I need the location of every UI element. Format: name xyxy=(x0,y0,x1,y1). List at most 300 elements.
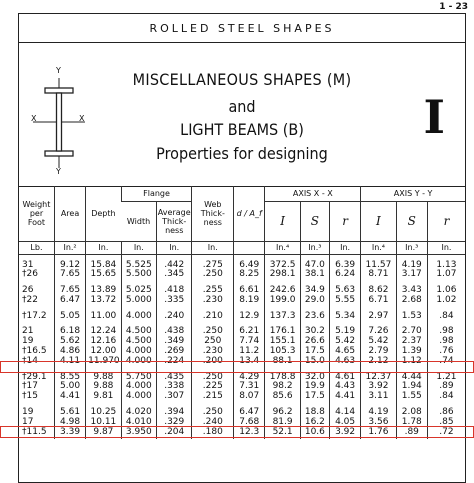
table-cell xyxy=(300,254,329,282)
unit-cell: In. xyxy=(427,241,465,254)
cell-value: .210 xyxy=(202,310,223,321)
cell-value: 5.500 xyxy=(125,269,152,280)
cell-value: 4.19 xyxy=(401,259,422,270)
cell-value: 2.68 xyxy=(401,294,422,305)
table-cell xyxy=(19,308,54,324)
cell-value: 13.4 xyxy=(239,355,260,366)
cell-value: .86 xyxy=(439,407,454,418)
cell-value: 6.61 xyxy=(239,285,260,296)
cell-value: 12.3 xyxy=(239,426,260,437)
table-cell xyxy=(265,254,300,282)
header-d-over-af: d / A_f xyxy=(234,186,265,241)
cell-value: 9.87 xyxy=(93,426,114,437)
section-banner: ROLLED STEEL SHAPES xyxy=(149,22,335,35)
table-row-group xyxy=(19,308,465,324)
cell-value: 8.25 xyxy=(239,269,260,280)
cell-value: 5.62 xyxy=(60,336,81,347)
table-body xyxy=(19,254,465,439)
cell-value: .250 xyxy=(202,407,223,418)
cell-value: 13.72 xyxy=(90,294,117,305)
table-row-group xyxy=(19,369,465,404)
cell-value: .230 xyxy=(202,294,223,305)
cell-value: 2.08 xyxy=(401,407,422,418)
cell-value: 1.12 xyxy=(401,355,422,366)
unit-cell: In.⁴ xyxy=(361,241,396,254)
cell-value: 5.34 xyxy=(335,310,356,321)
cell-value: 4.86 xyxy=(60,346,81,357)
unit-cell: In. xyxy=(192,241,234,254)
cell-value: 9.12 xyxy=(60,259,81,270)
table-cell xyxy=(427,308,465,324)
cell-value: 199.0 xyxy=(269,294,296,305)
i-shape-letter: I xyxy=(423,90,445,144)
table-cell xyxy=(329,282,360,308)
cell-value: 5.42 xyxy=(335,336,356,347)
title-and: and xyxy=(228,97,256,116)
cell-value: .84 xyxy=(439,310,454,321)
cell-value: †26 xyxy=(22,269,38,280)
cell-value: 11.2 xyxy=(239,346,260,357)
table-cell xyxy=(234,323,265,368)
header-depth: Depth xyxy=(86,186,121,241)
cell-value: 15.0 xyxy=(304,355,325,366)
cell-value: .275 xyxy=(202,259,223,270)
table-cell xyxy=(234,308,265,324)
cell-value: 11.57 xyxy=(365,259,392,270)
cell-value: .338 xyxy=(164,381,185,392)
table-cell xyxy=(265,282,300,308)
table-cell xyxy=(265,308,300,324)
header-weight: Weight per Foot xyxy=(19,186,54,241)
unit-cell: Lb. xyxy=(19,241,54,254)
table-cell xyxy=(19,323,54,368)
cell-value: 12.16 xyxy=(90,336,117,347)
unit-cell: In. xyxy=(329,241,360,254)
table-cell xyxy=(157,404,192,439)
cell-value: 12.37 xyxy=(365,371,392,382)
table-cell xyxy=(427,323,465,368)
cell-value: .435 xyxy=(164,371,185,382)
cell-value: .442 xyxy=(164,259,185,270)
table-cell xyxy=(54,323,85,368)
cell-value: 1.53 xyxy=(401,310,422,321)
cell-value: 5.61 xyxy=(60,407,81,418)
table-cell xyxy=(121,323,156,368)
cell-value: 4.020 xyxy=(125,407,152,418)
cell-value: 15.65 xyxy=(90,269,117,280)
table-cell xyxy=(86,254,121,282)
cell-value: 18.8 xyxy=(304,407,325,418)
title-main: MISCELLANEOUS SHAPES (M) xyxy=(132,70,352,89)
cell-value: .255 xyxy=(202,285,223,296)
table-cell xyxy=(396,254,427,282)
cell-value: .329 xyxy=(164,416,185,427)
cell-value: 298.1 xyxy=(269,269,296,280)
table-cell xyxy=(121,254,156,282)
table-cell xyxy=(329,323,360,368)
cell-value: .200 xyxy=(202,355,223,366)
unit-cell: In. xyxy=(121,241,156,254)
cell-value: †29.1 xyxy=(22,371,47,382)
cell-value: 38.1 xyxy=(304,269,325,280)
title-light-beams: LIGHT BEAMS (B) xyxy=(180,120,304,139)
cell-value: 4.19 xyxy=(368,407,389,418)
table-cell xyxy=(157,282,192,308)
unit-cell xyxy=(234,241,265,254)
table-cell xyxy=(19,404,54,439)
cell-value: 7.68 xyxy=(239,416,260,427)
table-cell xyxy=(54,282,85,308)
cell-value: 2.70 xyxy=(401,326,422,337)
page-number: 1 - 23 xyxy=(439,2,468,12)
cell-value: 17.5 xyxy=(304,346,325,357)
unit-cell: In.⁴ xyxy=(265,241,300,254)
cell-value: 3.17 xyxy=(401,269,422,280)
table-cell xyxy=(300,308,329,324)
header-area: Area xyxy=(54,186,85,241)
cell-value: .349 xyxy=(164,336,185,347)
cell-value: 6.21 xyxy=(239,326,260,337)
cell-value: †15 xyxy=(22,391,38,402)
cell-value: .85 xyxy=(439,416,454,427)
table-cell xyxy=(157,323,192,368)
cell-value: .98 xyxy=(439,326,454,337)
cell-value: 1.07 xyxy=(436,269,457,280)
axis-x-right-label: X xyxy=(79,114,85,123)
cell-value: 17.5 xyxy=(304,391,325,402)
cell-value: 10.6 xyxy=(304,426,325,437)
unit-cell: In. xyxy=(86,241,121,254)
cell-value: 5.00 xyxy=(60,381,81,392)
cell-value: 3.92 xyxy=(335,426,356,437)
cell-value: 1.39 xyxy=(401,346,422,357)
cell-value: 30.2 xyxy=(304,326,325,337)
header-sx: S xyxy=(300,201,329,241)
cell-value: 98.2 xyxy=(272,381,293,392)
unit-cell: In.³ xyxy=(300,241,329,254)
axis-x-left-label: X xyxy=(31,114,37,123)
cell-value: 12.00 xyxy=(90,346,117,357)
cell-value: 5.63 xyxy=(335,285,356,296)
cell-value: 105.3 xyxy=(269,346,296,357)
cell-value: 9.81 xyxy=(93,391,114,402)
table-cell xyxy=(86,282,121,308)
cell-value: 3.92 xyxy=(368,381,389,392)
table-cell xyxy=(329,369,360,404)
table-cell xyxy=(396,323,427,368)
header-avg-thickness: Average Thick- ness xyxy=(157,201,192,241)
table-cell xyxy=(396,369,427,404)
cell-value: 2.79 xyxy=(368,346,389,357)
cell-value: 4.500 xyxy=(125,326,152,337)
table-cell xyxy=(234,254,265,282)
cell-value: 1.13 xyxy=(436,259,457,270)
cell-value: 34.9 xyxy=(304,285,325,296)
cell-value: 12.9 xyxy=(239,310,260,321)
cell-value: .224 xyxy=(164,355,185,366)
cell-value: 4.41 xyxy=(335,391,356,402)
cell-value: 6.49 xyxy=(239,259,260,270)
cell-value: 6.24 xyxy=(335,269,356,280)
cell-value: 19 xyxy=(22,407,34,418)
table-cell xyxy=(121,308,156,324)
cell-value: 4.61 xyxy=(335,371,356,382)
cell-value: 85.6 xyxy=(272,391,293,402)
table-cell xyxy=(329,404,360,439)
cell-value: .250 xyxy=(202,269,223,280)
cell-value: 155.1 xyxy=(269,336,296,347)
cell-value: .269 xyxy=(164,346,185,357)
cell-value: 3.950 xyxy=(125,426,152,437)
table-row-group xyxy=(19,282,465,308)
table-cell xyxy=(86,308,121,324)
cell-value: 4.000 xyxy=(125,355,152,366)
cell-value: 10.25 xyxy=(90,407,117,418)
cell-value: .438 xyxy=(164,326,185,337)
cell-value: 88.1 xyxy=(272,355,293,366)
header-ix: I xyxy=(265,201,300,241)
banner-divider xyxy=(19,42,465,43)
cell-value: 4.41 xyxy=(60,391,81,402)
cell-value: .74 xyxy=(439,355,454,366)
cell-value: 8.19 xyxy=(239,294,260,305)
table-cell xyxy=(54,369,85,404)
cell-value: 4.11 xyxy=(60,355,81,366)
cell-value: 9.88 xyxy=(93,381,114,392)
cell-value: 1.78 xyxy=(401,416,422,427)
table-cell xyxy=(19,254,54,282)
cell-value: 178.8 xyxy=(269,371,296,382)
cell-value: 6.39 xyxy=(335,259,356,270)
cell-value: 52.1 xyxy=(272,426,293,437)
cell-value: .98 xyxy=(439,336,454,347)
cell-value: 7.26 xyxy=(368,326,389,337)
cell-value: .345 xyxy=(164,269,185,280)
cell-value: 9.88 xyxy=(93,371,114,382)
cell-value: 137.3 xyxy=(269,310,296,321)
header-ry: r xyxy=(427,201,465,241)
table-cell xyxy=(361,323,396,368)
cell-value: 81.9 xyxy=(272,416,293,427)
header-axis-y: AXIS Y - Y xyxy=(361,186,465,201)
table-row-group xyxy=(19,323,465,368)
table-cell xyxy=(396,282,427,308)
table-cell xyxy=(361,254,396,282)
table-cell xyxy=(192,282,234,308)
cell-value: †11.5 xyxy=(22,426,47,437)
cell-value: 19 xyxy=(22,336,34,347)
cell-value: 31 xyxy=(22,259,34,270)
cell-value: 3.39 xyxy=(60,426,81,437)
unit-cell: In.² xyxy=(54,241,85,254)
cell-value: 11.00 xyxy=(90,310,117,321)
cell-value: .250 xyxy=(202,326,223,337)
cell-value: 1.06 xyxy=(436,285,457,296)
table-cell xyxy=(396,404,427,439)
unit-cell: In.³ xyxy=(396,241,427,254)
title-subtitle: Properties for designing xyxy=(156,144,328,163)
cell-value: .72 xyxy=(439,426,454,437)
cell-value: 7.31 xyxy=(239,381,260,392)
cell-value: 8.07 xyxy=(239,391,260,402)
cell-value: 3.11 xyxy=(368,391,389,402)
cell-value: 5.025 xyxy=(125,285,152,296)
cell-value: 8.62 xyxy=(368,285,389,296)
cell-value: †14 xyxy=(22,355,38,366)
header-rx: r xyxy=(329,201,360,241)
cell-value: †17 xyxy=(22,381,38,392)
cell-value: 4.000 xyxy=(125,381,152,392)
cell-value: .204 xyxy=(164,426,185,437)
table-cell xyxy=(121,369,156,404)
axis-y-bottom-label: Y xyxy=(56,167,61,176)
cell-value: 8.71 xyxy=(368,269,389,280)
cell-value: .240 xyxy=(202,416,223,427)
table-cell xyxy=(192,369,234,404)
table-cell xyxy=(157,369,192,404)
cell-value: 2.37 xyxy=(401,336,422,347)
cell-value: 29.0 xyxy=(304,294,325,305)
table-cell xyxy=(361,369,396,404)
cell-value: 4.65 xyxy=(335,346,356,357)
cell-value: †22 xyxy=(22,294,38,305)
cell-value: .89 xyxy=(439,381,454,392)
table-cell xyxy=(265,323,300,368)
table-cell xyxy=(361,282,396,308)
table-cell xyxy=(396,308,427,324)
cell-value: 5.750 xyxy=(125,371,152,382)
cell-value: 21 xyxy=(22,326,34,337)
cell-value: 6.71 xyxy=(368,294,389,305)
table-cell xyxy=(234,282,265,308)
cell-value: 19.9 xyxy=(304,381,325,392)
cell-value: 32.0 xyxy=(304,371,325,382)
header-width: Width xyxy=(121,201,156,241)
cell-value: 12.24 xyxy=(90,326,117,337)
table-cell xyxy=(300,282,329,308)
cell-value: 176.1 xyxy=(269,326,296,337)
header-web: Web Thick- ness xyxy=(192,186,234,241)
cell-value: 6.47 xyxy=(239,407,260,418)
table-cell xyxy=(54,308,85,324)
cell-value: 4.000 xyxy=(125,346,152,357)
table-cell xyxy=(300,323,329,368)
cell-value: .307 xyxy=(164,391,185,402)
table-cell xyxy=(361,404,396,439)
cell-value: 6.18 xyxy=(60,326,81,337)
cell-value: 4.500 xyxy=(125,336,152,347)
cell-value: 26 xyxy=(22,285,34,296)
table-cell xyxy=(300,369,329,404)
cell-value: 15.84 xyxy=(90,259,117,270)
cell-value: 4.29 xyxy=(239,371,260,382)
axis-y-top-label: Y xyxy=(56,66,61,75)
header-iy: I xyxy=(361,201,396,241)
table-cell xyxy=(329,308,360,324)
table-cell xyxy=(427,369,465,404)
table-cell xyxy=(300,404,329,439)
cell-value: 5.42 xyxy=(368,336,389,347)
properties-table xyxy=(19,186,465,439)
cell-value: 4.000 xyxy=(125,391,152,402)
cell-value: .180 xyxy=(202,426,223,437)
cell-value: 16.2 xyxy=(304,416,325,427)
table-cell xyxy=(157,254,192,282)
cell-value: 26.6 xyxy=(304,336,325,347)
table-cell xyxy=(157,308,192,324)
cell-value: 2.12 xyxy=(368,355,389,366)
table-cell xyxy=(427,282,465,308)
table-cell xyxy=(427,404,465,439)
document-frame xyxy=(18,13,466,483)
cell-value: 4.43 xyxy=(335,381,356,392)
table-cell xyxy=(361,308,396,324)
cell-value: 4.14 xyxy=(335,407,356,418)
table-row-group xyxy=(19,254,465,282)
cell-value: 8.55 xyxy=(60,371,81,382)
header-sy: S xyxy=(396,201,427,241)
cell-value: .215 xyxy=(202,391,223,402)
cell-value: 13.89 xyxy=(90,285,117,296)
cell-value: 4.44 xyxy=(401,371,422,382)
cell-value: .394 xyxy=(164,407,185,418)
cell-value: .230 xyxy=(202,346,223,357)
cell-value: 5.05 xyxy=(60,310,81,321)
cell-value: 6.47 xyxy=(60,294,81,305)
cell-value: .240 xyxy=(164,310,185,321)
table-cell xyxy=(192,254,234,282)
table-cell xyxy=(192,308,234,324)
cell-value: 4.05 xyxy=(335,416,356,427)
table-cell xyxy=(121,282,156,308)
cell-value: 5.525 xyxy=(125,259,152,270)
cell-value: 1.21 xyxy=(436,371,457,382)
table-cell xyxy=(86,323,121,368)
cell-value: †16.5 xyxy=(22,346,47,357)
table-cell xyxy=(234,404,265,439)
cell-value: 5.55 xyxy=(335,294,356,305)
table-cell xyxy=(265,369,300,404)
table-cell xyxy=(192,323,234,368)
cell-value: .335 xyxy=(164,294,185,305)
cell-value: 5.000 xyxy=(125,294,152,305)
header-axis-x: AXIS X - X xyxy=(265,186,361,201)
cell-value: 242.6 xyxy=(269,285,296,296)
table-cell xyxy=(86,369,121,404)
cell-value: 11.970 xyxy=(88,355,120,366)
cell-value: .225 xyxy=(202,381,223,392)
table-cell xyxy=(192,404,234,439)
table-cell xyxy=(234,369,265,404)
cell-value: 1.55 xyxy=(401,391,422,402)
cell-value: 7.74 xyxy=(239,336,260,347)
cell-value: .250 xyxy=(202,371,223,382)
cell-value: 7.65 xyxy=(60,285,81,296)
cell-value: 372.5 xyxy=(269,259,296,270)
cell-value: 250 xyxy=(204,336,222,347)
cell-value: 10.11 xyxy=(90,416,117,427)
cell-value: 4.000 xyxy=(125,310,152,321)
cell-value: 5.19 xyxy=(335,326,356,337)
cell-value: 4.63 xyxy=(335,355,356,366)
cell-value: 96.2 xyxy=(272,407,293,418)
cell-value: 17 xyxy=(22,416,34,427)
table-row-group xyxy=(19,404,465,439)
cell-value: 7.65 xyxy=(60,269,81,280)
table-cell xyxy=(19,369,54,404)
table-cell xyxy=(427,254,465,282)
cell-value: .89 xyxy=(404,426,419,437)
